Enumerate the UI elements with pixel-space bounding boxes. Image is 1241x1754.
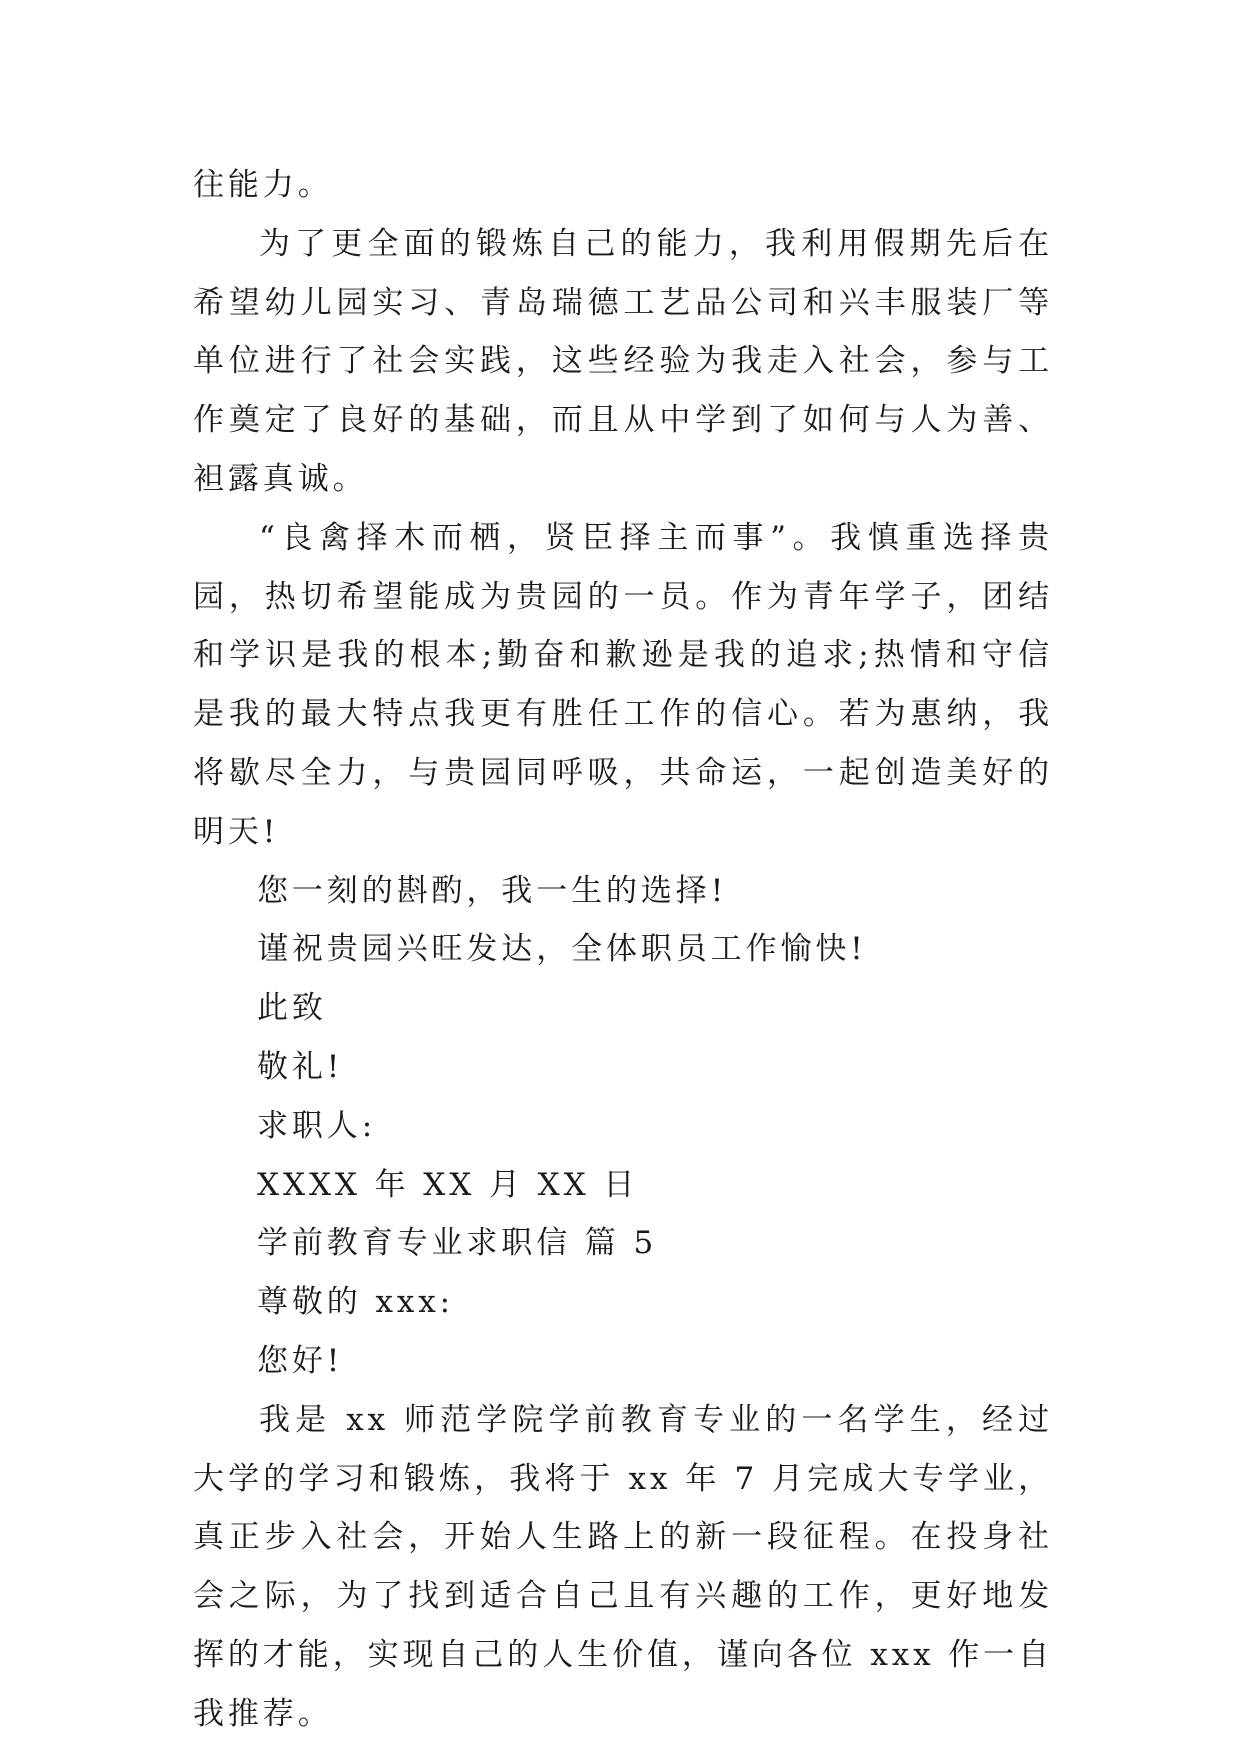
signature-label: 求职人: — [257, 1107, 377, 1144]
section-title: 学前教育专业求职信 篇 5 — [257, 1225, 658, 1262]
paragraph-fragment: 往能力。 — [193, 167, 333, 203]
salutation: 尊敬的 xxx: — [257, 1284, 454, 1321]
closing-ci-zhi: 此致 — [257, 990, 327, 1027]
paragraph-introduction: 我是 xx 师范学院学前教育专业的一名学生，经过大学的学习和锻炼，我将于 xx 年 7 月完成大专学业，真正步入社会，开始人生路上的新一段征程。在投身社会之际，为了找到适合自己且有兴趣的工作，更好地发挥的才能，实现自己的人生价值，谨向各位 xxx 作一自我推荐。 — [193, 1401, 1053, 1732]
date-line: XXXX 年 XX 月 XX 日 — [257, 1166, 639, 1203]
letter-body — [193, 156, 1053, 1744]
greeting: 您好! — [257, 1342, 344, 1379]
closing-jing-li: 敬礼! — [257, 1048, 344, 1085]
paragraph-motivation: “良禽择木而栖，贤臣择主而事”。我慎重选择贵园，热切希望能成为贵园的一员。作为青年学子，团结和学识是我的根本;勤奋和歉逊是我的追求;热情和守信是我的最大特点我更有胜任工作的信心。若为惠纳，我将歇尽全力，与贵园同呼吸，共命运，一起创造美好的明天! — [193, 519, 1053, 850]
paragraph-practice: 为了更全面的锻炼自己的能力，我利用假期先后在希望幼儿园实习、青岛瑞德工艺品公司和兴丰服装厂等单位进行了社会实践，这些经验为我走入社会，参与工作奠定了良好的基础，而且从中学到了如何与人为善、袒露真诚。 — [193, 225, 1053, 497]
line-choice: 您一刻的斟酌，我一生的选择! — [257, 872, 728, 909]
line-wish: 谨祝贵园兴旺发达，全体职员工作愉快! — [257, 931, 867, 968]
